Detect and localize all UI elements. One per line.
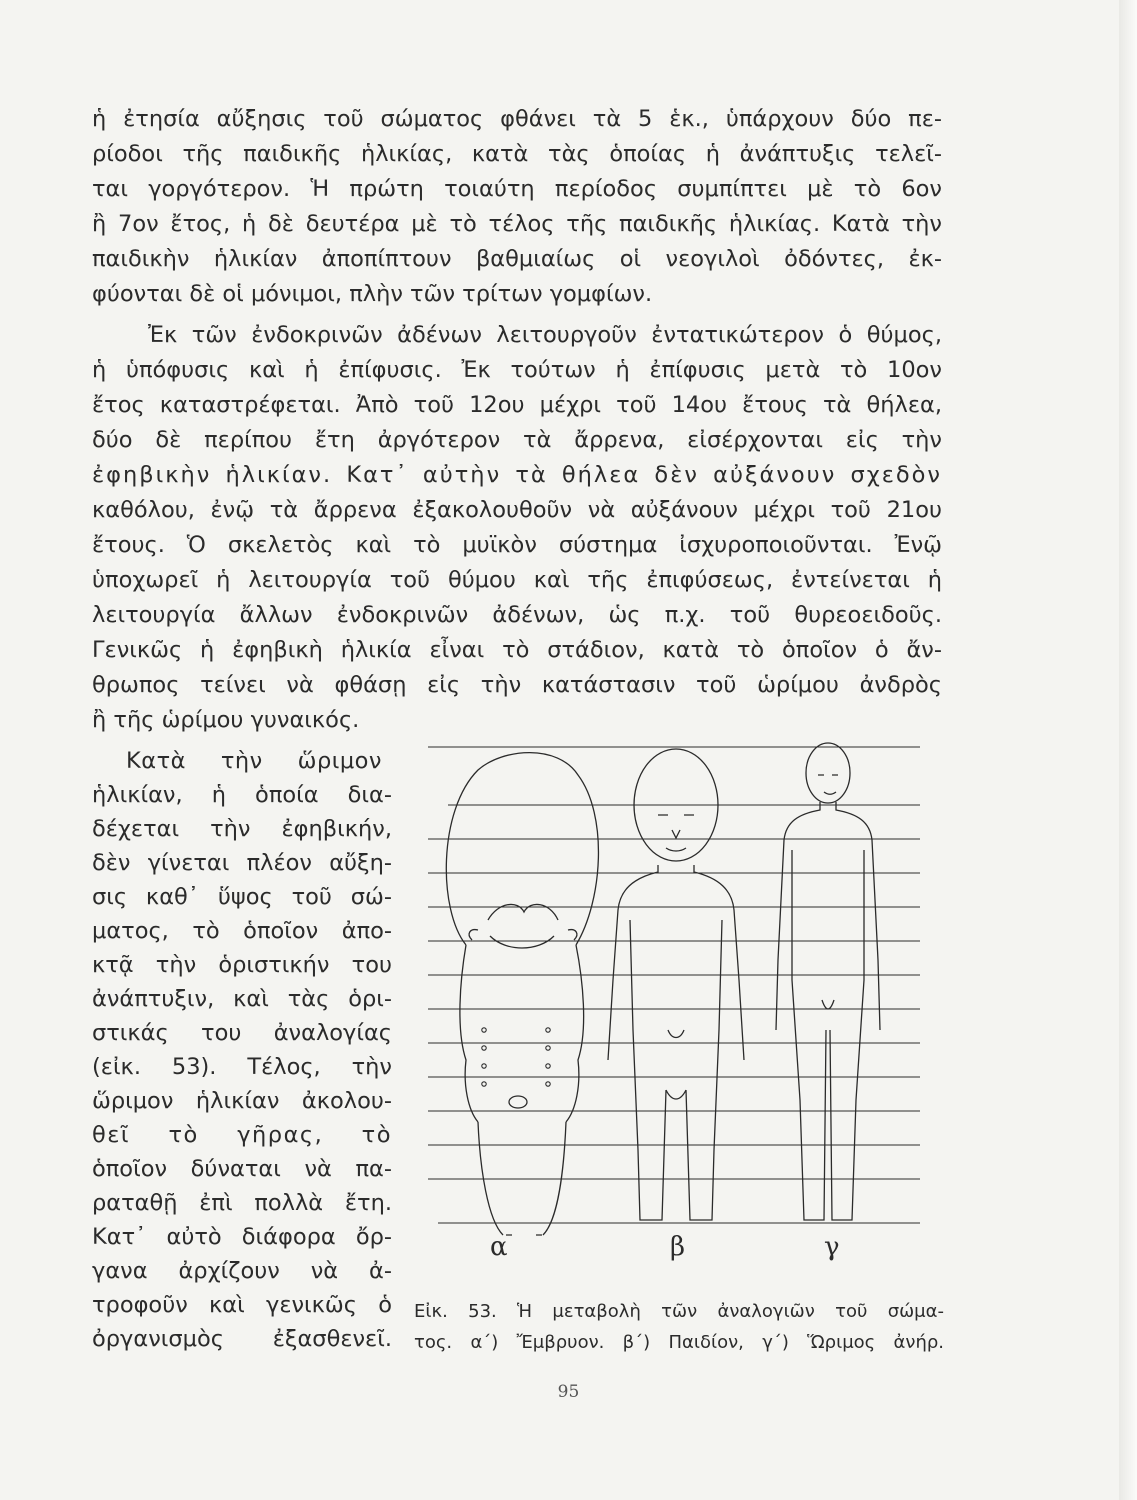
label-beta: β	[670, 1232, 686, 1262]
text-line: δέχεται τὴν ἐφηβικήν,	[92, 816, 392, 842]
adult-figure	[776, 743, 880, 1220]
text-line: Ἐκ τῶν ἐνδοκρινῶν ἀδένων λειτουργοῦν ἐντατικώτερον ὁ θύμος,	[148, 322, 942, 348]
figure-caption-line: τος. α΄) Ἔμβρυον. β΄) Παιδίον, γ΄) Ὥριμος ἀνήρ.	[414, 1332, 944, 1353]
text-line: δὲν γίνεται πλέον αὔξη-	[92, 850, 392, 876]
page-edge	[1119, 0, 1137, 1500]
text-line: λειτουργία ἄλλων ἐνδοκρινῶν ἀδένων, ὡς π.χ. τοῦ θυρεοειδοῦς.	[92, 602, 942, 628]
text-line: θρωπος τείνει νὰ φθάσῃ εἰς τὴν κατάστασιν τοῦ ὡρίμου ἀνδρὸς	[92, 672, 942, 698]
text-line: κτᾷ τὴν ὁριστικήν του	[92, 952, 392, 978]
text-line: ἐφηβικὴν ἡλικίαν. Κατ᾽ αὐτὴν τὰ θήλεα δὲν αὐξάνουν σχεδὸν	[92, 462, 942, 488]
text-line: ὑποχωρεῖ ἡ λειτουργία τοῦ θύμου καὶ τῆς ἐπιφύσεως, ἐντείνεται ἡ	[92, 567, 942, 593]
text-line: ραταθῇ ἐπὶ πολλὰ ἔτη.	[92, 1190, 392, 1216]
text-line: φύονται δὲ οἱ μόνιμοι, πλὴν τῶν τρίτων γομφίων.	[92, 281, 653, 307]
text-line: ρίοδοι τῆς παιδικῆς ἡλικίας, κατὰ τὰς ὁποίας ἡ ἀνάπτυξις τελεῖ-	[92, 141, 942, 167]
text-line: Κατὰ τὴν ὥριμον	[126, 748, 382, 774]
text-line: ἀνάπτυξιν, καὶ τὰς ὁρι-	[92, 986, 392, 1012]
text-line: Γενικῶς ἡ ἐφηβικὴ ἡλικία εἶναι τὸ στάδιον, κατὰ τὸ ὁποῖον ὁ ἄν-	[92, 637, 942, 663]
label-gamma: γ	[824, 1232, 840, 1262]
text-line: σις καθ᾽ ὕψος τοῦ σώ-	[92, 884, 392, 910]
embryo-figure	[446, 753, 598, 1235]
text-line: (εἰκ. 53). Τέλος, τὴν	[92, 1054, 392, 1080]
text-line: στικάς του ἀναλογίας	[92, 1020, 392, 1046]
text-line: ἡ ἐτησία αὔξησις τοῦ σώματος φθάνει τὰ 5 ἑκ., ὑπάρχουν δύο πε-	[92, 106, 942, 132]
label-alpha: α	[490, 1232, 508, 1262]
text-line: ἢ τῆς ὡρίμου γυναικός.	[92, 707, 360, 733]
text-line: καθόλου, ἐνῷ τὰ ἄρρενα ἐξακολουθοῦν νὰ αὐξάνουν μέχρι τοῦ 21ου	[92, 497, 942, 523]
proportion-lines	[428, 747, 920, 1223]
figure-caption-line: Εἰκ. 53. Ἡ μεταβολὴ τῶν ἀναλογιῶν τοῦ σώμα-	[414, 1301, 944, 1322]
text-line: ἡλικίαν, ἡ ὁποία δια-	[92, 782, 392, 808]
child-figure	[608, 749, 744, 1220]
text-line: ὀργανισμὸς ἐξασθενεῖ.	[92, 1326, 392, 1352]
page-number: 95	[557, 1382, 580, 1402]
text-line: γανα ἀρχίζουν νὰ ἀ-	[92, 1258, 392, 1284]
text-line: ὥριμον ἡλικίαν ἀκολου-	[92, 1088, 392, 1114]
text-line: ἢ 7ον ἔτος, ἡ δὲ δευτέρα μὲ τὸ τέλος τῆς παιδικῆς ἡλικίας. Κατὰ τὴν	[92, 211, 942, 237]
body-proportions-figure	[408, 730, 928, 1275]
text-line: ἡ ὑπόφυσις καὶ ἡ ἐπίφυσις. Ἐκ τούτων ἡ ἐπίφυσις μετὰ τὸ 10ον	[92, 357, 942, 383]
text-line: θεῖ τὸ γῆρας, τὸ	[92, 1122, 392, 1148]
text-line: τροφοῦν καὶ γενικῶς ὁ	[92, 1292, 392, 1318]
text-line: παιδικὴν ἡλικίαν ἀποπίπτουν βαθμιαίως οἱ νεογιλοὶ ὀδόντες, ἐκ-	[92, 246, 942, 272]
text-line: ματος, τὸ ὁποῖον ἀπο-	[92, 918, 392, 944]
text-line: Κατ᾽ αὐτὸ διάφορα ὄρ-	[92, 1224, 392, 1250]
text-line: ἔτους. Ὁ σκελετὸς καὶ τὸ μυϊκὸν σύστημα ἰσχυροποιοῦνται. Ἐνῷ	[92, 532, 942, 558]
text-line: δύο δὲ περίπου ἔτη ἀργότερον τὰ ἄρρενα, εἰσέρχονται εἰς τὴν	[92, 427, 942, 453]
text-line: ται γοργότερον. Ἡ πρώτη τοιαύτη περίοδος συμπίπτει μὲ τὸ 6ον	[92, 176, 942, 202]
text-line: ὁποῖον δύναται νὰ πα-	[92, 1156, 392, 1182]
text-line: ἔτος καταστρέφεται. Ἀπὸ τοῦ 12ου μέχρι τοῦ 14ου ἔτους τὰ θήλεα,	[92, 392, 942, 418]
